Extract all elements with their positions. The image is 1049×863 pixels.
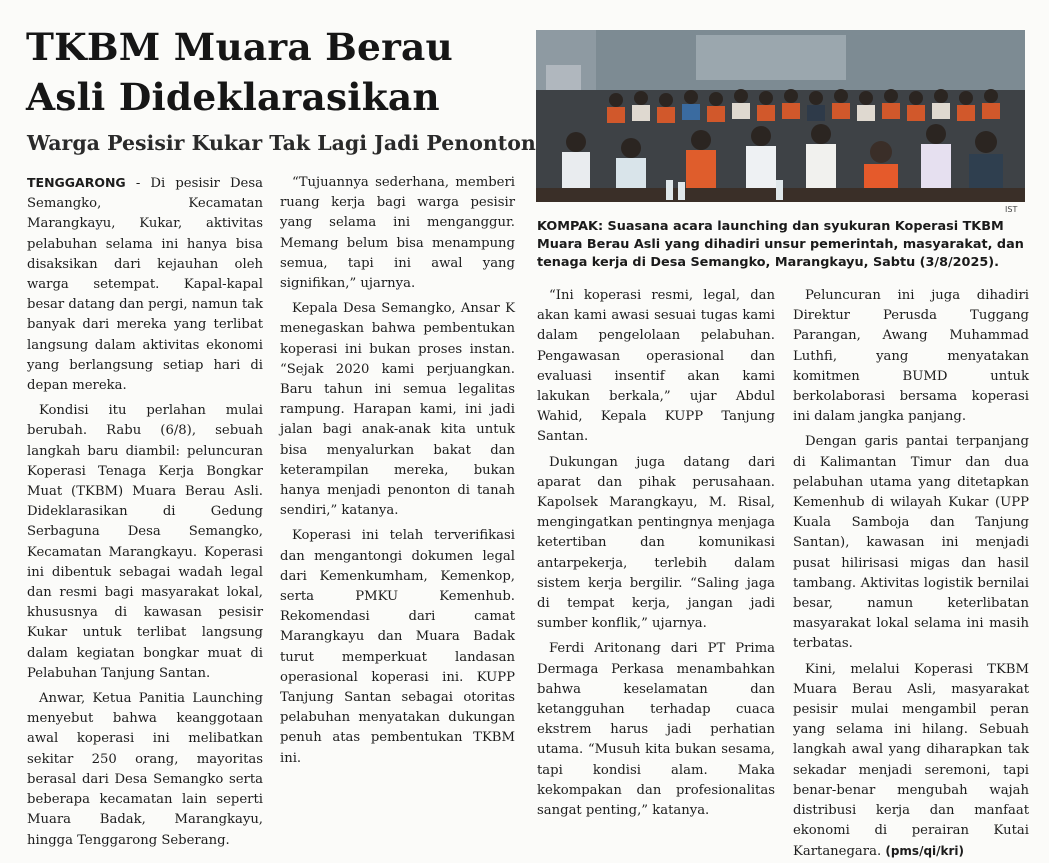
article-column-3 [537,286,775,819]
article-paragraph: Anwar, Ketua Panitia Launching menyebut bahwa keanggotaan awal koperasi ini melibatkan sekitar 250 orang, mayoritas berasal dari Desa Semangko serta beberapa kecamatan lain seperti Muara Badak, Marangkayu, hingga Tenggarong Seberang. [27,691,263,848]
article-paragraph-final: Kini, melalui Koperasi TKBM Muara Berau Asli, masyarakat pesisir mulai mengambil peran yang selama ini hilang. Sebuah langkah awal yang diharapkan tak sekadar menjadi seremoni, tapi benar-benar mengubah wajah distribusi kerja dan manfaat ekonomi di perairan Kutai Kartanegara. (pms/qi/kri) [793,661,1029,860]
article-paragraph: Peluncuran ini juga dihadiri Direktur Perusda Tuggang Parangan, Awang Muhammad Luthfi, yang menyatakan komitmen BUMD untuk berkolaborasi bersama koperasi ini dalam jangka panjang. [793,288,1029,425]
photo-caption: KOMPAK: Suasana acara launching dan syukuran Koperasi TKBM Muara Berau Asli yang dihadiri unsur pemerintah, masyarakat, dan tenaga kerja di Desa Semangko, Marangkayu, Sabtu (3/8/2025). [537,219,1024,270]
headline-line-1: TKBM Muara Berau [26,25,454,69]
article-paragraph-lead: TENGGARONG - Di pesisir Desa Semangko, Kecamatan Marangkayu, Kukar, aktivitas pelabuhan selama ini hanya bisa disaksikan dari kejauhan oleh warga setempat. Kapal-kapal besar datang dan pergi, namun tak banyak dari mereka yang terlibat langsung dalam aktivitas ekonomi yang berlangsung setiap hari di depan mereka. [27,175,263,394]
article-column-1 [27,173,263,848]
article-paragraph: “Ini koperasi resmi, legal, dan akan kami awasi sesuai tugas kami dalam pengelolaan pelabuhan. Pengawasan operasional dan evaluasi insentif akan kami lakukan berkala,” ujar Abdul Wahid, Kepala KUPP Tanjung Santan. [537,288,775,445]
subheadline: Warga Pesisir Kukar Tak Lagi Jadi Penonton [27,131,536,155]
article-column-2 [280,173,515,766]
article-paragraph: Dengan garis pantai terpanjang di Kalimantan Timur dan dua pelabuhan utama yang ditetapkan Kemenhub di wilayah Kukar (UPP Kuala Samboja dan Tanjung Santan), kawasan ini menjadi pusat hilirisasi migas dan hasil tambang. Aktivitas logistik bernilai besar, namun keterlibatan masyarakat lokal selama ini masih terbatas. [793,434,1029,652]
article-paragraph: Dukungan juga datang dari aparat dan pihak perusahaan. Kapolsek Marangkayu, M. Risal, mengingatkan pentingnya menjaga ketertiban dan komunikasi antarpekerja, terlebih dalam sistem kerja bergilir. “Saling jaga di tempat kerja, jangan jadi sumber konflik,” ujarnya. [537,454,775,632]
event-photo [536,30,1025,202]
article-column-4 [793,286,1029,860]
author-signature: (pms/qi/kri) [885,844,965,859]
article-paragraph: Ferdi Aritonang dari PT Prima Dermaga Perkasa menambahkan bahwa keselamatan dan ketangguhan terhadap cuaca ekstrem harus jadi perhatian utama. “Musuh kita bukan sesama, tapi kondisi alam. Maka kekompakan dan profesionalitas sangat penting,” katanya. [537,641,775,819]
photo-credit: IST [1005,205,1018,214]
photo-illustration [536,30,1025,202]
headline [26,22,516,122]
dateline: TENGGARONG [27,175,126,190]
article-paragraph: Koperasi ini telah terverifikasi dan mengantongi dokumen legal dari Kemenkumham, Kemenkop, serta PMKU Kemenhub. Rekomendasi dari camat Marangkayu dan Muara Badak turut memperkuat landasan operasional koperasi ini. KUPP Tanjung Santan sebagai otoritas pelabuhan menyatakan dukungan penuh atas pembentukan TKBM ini. [280,528,515,766]
headline-line-2: Asli Dideklarasikan [26,75,440,119]
article-paragraph: Kepala Desa Semangko, Ansar K menegaskan bahwa pembentukan koperasi ini bukan proses instan. “Sejak 2020 kami perjuangkan. Baru tahun ini semua legalitas rampung. Harapan kami, ini jadi jalan bagi anak-anak kita untuk bisa menyalurkan bakat dan keterampilan mereka, bukan hanya menjadi penonton di tanah sendiri,” katanya. [280,301,515,519]
article-paragraph: Kondisi itu perlahan mulai berubah. Rabu (6/8), sebuah langkah baru diambil: peluncuran Koperasi Tenaga Kerja Bongkar Muat (TKBM) Muara Berau Asli. Dideklarasikan di Gedung Serbaguna Desa Semangko, Kecamatan Marangkayu. Koperasi ini dibentuk sebagai wadah legal dan resmi bagi masyarakat lokal, khususnya di kawasan pesisir Kukar untuk terlibat langsung dalam kegiatan bongkar muat di Pelabuhan Tanjung Santan. [27,403,263,681]
article-paragraph: “Tujuannya sederhana, memberi ruang kerja bagi warga pesisir yang selama ini menganggur. Memang belum bisa menampung semua, tapi ini awal yang signifikan,” ujarnya. [280,175,515,292]
